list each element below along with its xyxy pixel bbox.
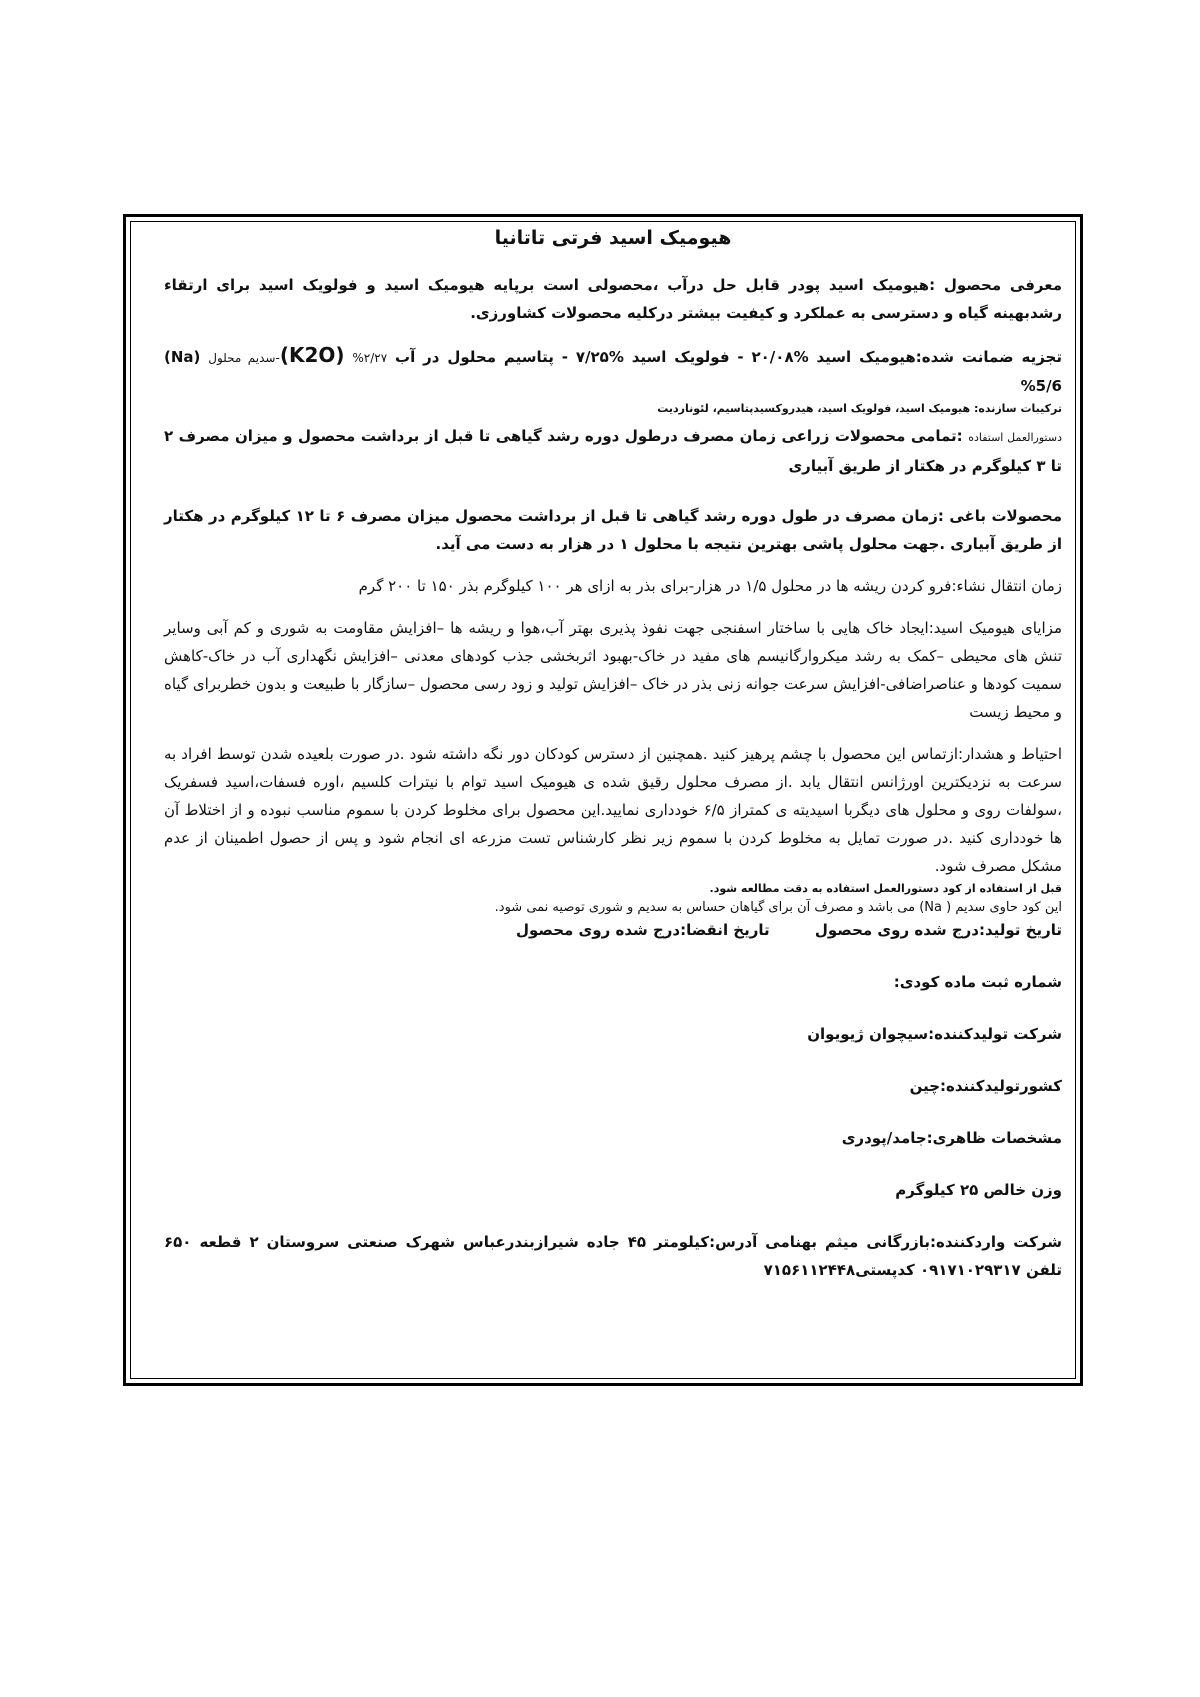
product-title: هیومیک اسید فرتی تاتانیا xyxy=(494,227,732,249)
analysis-na: (Na) %5/6 xyxy=(164,348,1062,395)
analysis-k2o: (K2O) xyxy=(279,343,345,367)
note-read-instructions: قبل از استفاده از کود دستورالعمل استفاده به دقت مطالعه شود. xyxy=(709,882,1062,895)
country: کشورتولیدکننده:چین xyxy=(909,1077,1062,1095)
document-frame xyxy=(123,214,1083,1386)
importer-contact: شرکت واردکننده:بازرگانی میثم بهنامی آدرس:کیلومتر ۴۵ جاده شیرازبندرعباس شهرک صنعتی سروستان ۲ قطعه ۶۵۰ تلفن ۰۹۱۷۱۰۲۹۳۱۷ کدپستی۷۱۵۶۱۱۲۴۴۸ xyxy=(164,1233,1062,1279)
product-intro: معرفی محصول :هیومیک اسید پودر قابل حل درآب ،محصولی است برپایه هیومیک اسید و فولویک اسید برای ارتقاء رشدبهینه گیاه و دسترسی به عملکرد و کیفیت بیشتر درکلیه محصولات کشاورزی. xyxy=(164,276,1062,322)
appearance: مشخصات ظاهری:جامد/پودری xyxy=(841,1129,1062,1147)
expiry-date: تاریخ انقضا:درج شده روی محصول xyxy=(516,921,770,939)
analysis-sodium: %۲/۲۷-سدیم محلول xyxy=(208,351,388,365)
warnings: احتیاط و هشدار:ازتماس این محصول با چشم پرهیز کنید .همچنین از دسترس کودکان دور نگه داشته شود .در صورت بلعیده شدن توسط افراد به سرعت به نزدیکترین اورژانس انتقال یابد .از مصرف محلول رقیق شده ی هیومیک اسید توام با نیترات کلسیم ،اوره فسفات،اسید فسفریک ،سولفات روی و محلول های دیگربا اسیدیته ی کمتراز ۶/۵ خودداری نمایید.این محصول برای مخلوط کردن با سموم مناسب نبوده و از اختلاط آن ها خودداری کنید .در صورت تمایل به مخلوط کردن با سموم زیر نظر کارشناس تست مزرعه ای انجام شود و پس از حصول اطمینان از عدم مشکل مصرف شود. xyxy=(164,745,1062,875)
transplant-instructions: زمان انتقال نشاء:فرو کردن ریشه ها در محلول ۱/۵ در هزار-برای بذر به ازای هر ۱۰۰ کیلوگرم بذر ۱۵۰ تا ۲۰۰ گرم xyxy=(358,577,1062,595)
orchard-products: محصولات باغی :زمان مصرف در طول دوره رشد گیاهی تا قبل از برداشت محصول میزان مصرف ۶ تا ۱۲ کیلوگرم در هکتار از طریق آبیاری .جهت محلول پاشی بهترین نتیجه با محلول ۱ در هزار به دست می آید. xyxy=(164,507,1062,553)
ingredients: ترکیبات سازنده: هیومیک اسید، فولویک اسید، هیدروکسیدپتاسیم، لئوناردیت xyxy=(657,402,1062,415)
dates-row xyxy=(164,918,1062,942)
net-weight: وزن خالص ۲۵ کیلوگرم xyxy=(895,1181,1062,1199)
benefits: مزایای هیومیک اسید:ایجاد خاک هایی با ساختار اسفنجی جهت نفوذ پذیری بهتر آب،هوا و ریشه ها –افزایش مقاومت به شوری و کم آبی وسایر تنش های محیطی –کمک به رشد میکروارگانیسم های مفید در خاک-بهبود اثربخشی جذب کودهای معدنی –افزایش نگهداری آب در خاک-کاهش سمیت کودها و عناصراضافی-افزایش سرعت جوانه زنی بذر در خاک –افزایش تولید و زود رسی محصول –سازگار با طبیعت و بدون خطربرای گیاه و محیط زیست xyxy=(164,619,1062,721)
note-sodium: این کود حاوی سدیم ( Na) می باشد و مصرف آن برای گیاهان حساس به سدیم و شوری توصیه نمی شود. xyxy=(494,900,1062,915)
registration-number: شماره ثبت ماده کودی: xyxy=(893,973,1062,991)
manufacturer: شرکت تولیدکننده:سیچوان ژیویوان xyxy=(807,1025,1062,1043)
guaranteed-analysis xyxy=(164,341,1062,400)
instructions-text: :تمامی محصولات زراعی زمان مصرف درطول دوره رشد گیاهی تا قبل از برداشت محصول و میزان مصرف ۲ تا ۳ کیلوگرم در هکتار از طریق آبیاری xyxy=(164,427,1062,475)
analysis-lead: تجزیه ضمانت شده:هیومیک اسید %۲۰/۰۸ - فولویک اسید %۷/۲۵ - پتاسیم محلول در آب xyxy=(395,348,1062,366)
usage-instructions xyxy=(164,422,1062,480)
production-date: تاریخ تولید:درج شده روی محصول xyxy=(814,921,1062,939)
document-content xyxy=(164,227,1062,1284)
instructions-label: دستورالعمل استفاده xyxy=(968,431,1062,444)
